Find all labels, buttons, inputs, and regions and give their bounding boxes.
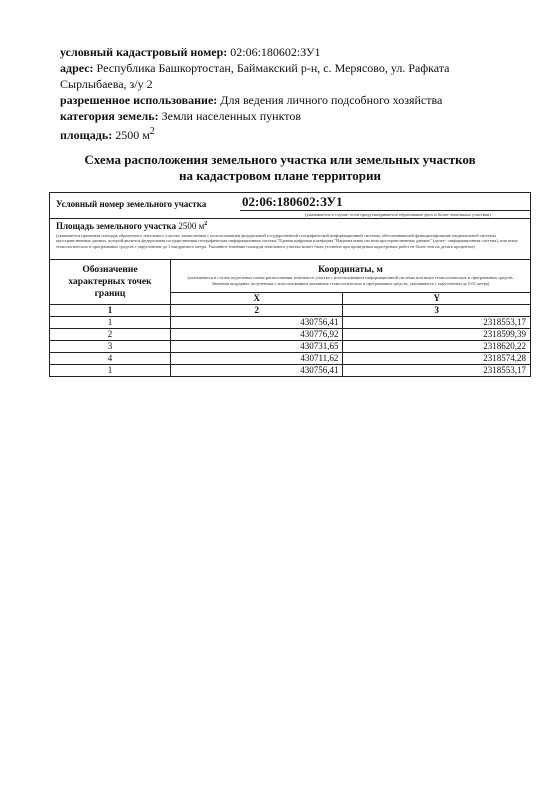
permitted-use-label: разрешенное использование:	[60, 93, 218, 107]
coordinates-title: Координаты, м	[318, 265, 383, 276]
area-label: площадь:	[60, 128, 113, 142]
area-unit-sup: 2	[149, 126, 155, 137]
table-row	[50, 329, 530, 341]
table-row	[50, 365, 530, 377]
parcel-area-label: Площадь земельного участка	[56, 221, 177, 231]
scheme-form	[49, 192, 531, 377]
area-line	[60, 124, 510, 143]
address-value-1: Республика Башкортостан, Баймакский р-н, с. Мерясово, ул. Рафката	[96, 61, 450, 75]
column-index-3: 3	[343, 305, 530, 317]
parcel-number-section	[50, 193, 530, 219]
point-number: 1	[50, 365, 171, 377]
parcel-number-label: Условный номер земельного участка	[56, 199, 207, 209]
parcel-area-note: (указывается проектная площадь образуемого земельного участка, вычисленная с использованием федеральной государственной географической информационной системы, обеспечивающей функционирование национальной системы пространственных данных, которой является федеральная государственная географическая информационная система "Единая цифровая платформа "Национальная система пространственных данных" (далее - информационная система), или иных технологических и программных средств с округлением до 1 квадратного метра. Указанное значение площади земельного участка может быть уточнено при проведении кадастровых работ не более чем на десять процентов)	[56, 233, 518, 249]
point-x: 430756,41	[171, 365, 343, 377]
parcel-area-heading	[56, 221, 207, 231]
permitted-use-value: Для ведения личного подсобного хозяйства	[220, 93, 443, 107]
point-x: 430711,62	[171, 353, 343, 365]
land-category-label: категория земель:	[60, 109, 159, 123]
y-column-header: Y	[343, 293, 530, 305]
column-index-1: 1	[50, 305, 171, 317]
area-value: 2500 м	[115, 128, 150, 142]
cadastral-number-line	[60, 44, 510, 60]
table-row	[50, 353, 530, 365]
address-value-2: Сырлыбаева, з/у 2	[60, 77, 153, 91]
point-y: 2318620,22	[343, 341, 530, 353]
point-y: 2318599,39	[343, 329, 530, 341]
point-x: 430731,65	[171, 341, 343, 353]
x-column-header: X	[171, 293, 343, 305]
coordinates-header-row	[50, 260, 530, 293]
point-x: 430776,92	[171, 329, 343, 341]
point-x: 430756,41	[171, 317, 343, 329]
cadastral-number-label: условный кадастровый номер:	[60, 45, 228, 59]
column-index-row	[50, 305, 530, 317]
permitted-use-line	[60, 92, 510, 108]
parcel-number-value: 02:06:180602:ЗУ1	[242, 194, 343, 209]
point-number: 2	[50, 329, 171, 341]
table-row	[50, 317, 530, 329]
point-y: 2318553,17	[343, 365, 530, 377]
scheme-title	[40, 152, 520, 184]
point-number: 4	[50, 353, 171, 365]
table-row	[50, 341, 530, 353]
scheme-title-line-1: Схема расположения земельного участка или земельных участков	[84, 152, 476, 167]
scheme-title-line-2: на кадастровом плане территории	[179, 168, 381, 183]
parcel-area-value: 2500 м	[178, 221, 205, 231]
column-index-2: 2	[171, 305, 343, 317]
coordinates-note: (указываются в случае подготовки схемы расположения земельного участка с использованием информационной системы или иных технологических и программных средств. Значения координат, полученные с использованием указанных технологических и программных средств, указываются с округлением до 0,01 метра)	[187, 275, 514, 286]
parcel-area-sup: 2	[204, 221, 208, 227]
coordinates-header-cell	[171, 260, 531, 293]
point-number: 1	[50, 317, 171, 329]
parcel-header	[60, 44, 510, 143]
points-column-header: Обозначение характерных точек границ	[50, 260, 171, 305]
parcel-area-section	[50, 219, 530, 260]
address-label: адрес:	[60, 61, 94, 75]
parcel-number-underline	[240, 210, 530, 211]
land-category-value: Земли населенных пунктов	[161, 109, 301, 123]
address-line	[60, 60, 510, 92]
point-number: 3	[50, 341, 171, 353]
point-y: 2318553,17	[343, 317, 530, 329]
coordinates-table	[50, 260, 530, 376]
cadastral-number-value: 02:06:180602:ЗУ1	[230, 45, 321, 59]
parcel-number-note: (указывается в случае, если предусматривается образование двух и более земельных участков)	[305, 212, 491, 217]
point-y: 2318574,28	[343, 353, 530, 365]
land-category-line	[60, 108, 510, 124]
